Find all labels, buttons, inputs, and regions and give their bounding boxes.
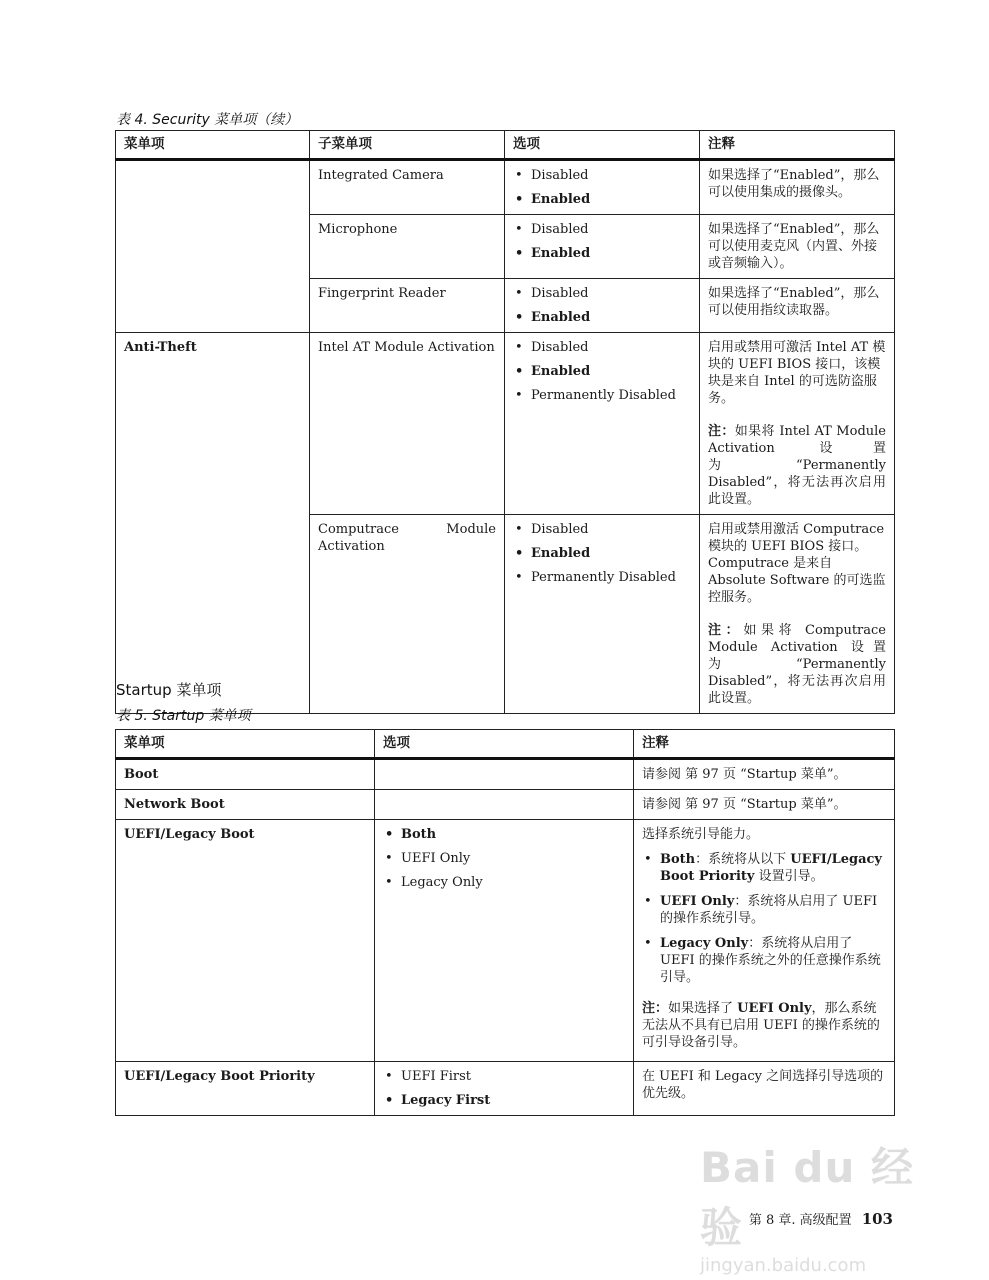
- note-post: ，那么系统无法从不具有已启用 UEFI 的操作系统的可引导设备引导。: [642, 1001, 880, 1050]
- submenu-cell: Fingerprint Reader: [310, 279, 505, 333]
- note-intro: 选择系统引导能力。: [642, 827, 760, 842]
- table5-caption: 表 5. Startup 菜单项: [116, 708, 251, 724]
- header-submenu: 子菜单项: [310, 131, 505, 160]
- menu-cell-network-boot: Network Boot: [116, 790, 375, 820]
- note-label: 注：: [708, 623, 744, 638]
- list-tail: 设置引导。: [754, 869, 824, 884]
- options-cell: [505, 333, 700, 515]
- list-item: [642, 851, 886, 885]
- note-cell: 如果选择了“Enabled”，那么可以使用麦克风（内置、外接或音频输入）。: [700, 215, 895, 279]
- submenu-cell: Intel AT Module Activation: [310, 333, 505, 515]
- header-menu: 菜单项: [116, 730, 375, 759]
- list-item: [642, 893, 886, 927]
- note-warning-text: 如果将 Intel AT Module Activation 设置为“Permanently Disabled”，将无法再次启用此设置。: [708, 424, 886, 507]
- options-cell-empty: [375, 790, 634, 820]
- table4-caption: 表 4. Security 菜单项（续）: [116, 112, 299, 128]
- option-item: • Both: [383, 826, 625, 843]
- submenu-cell: Microphone: [310, 215, 505, 279]
- list-text: ：系统将从以下: [695, 852, 791, 867]
- note-warning: [708, 622, 886, 707]
- note-description: 启用或禁用激活 Computrace 模块的 UEFI BIOS 接口。Computrace 是来自 Absolute Software 的可选监控服务。: [708, 522, 886, 605]
- option-item: • Enabled: [513, 191, 691, 208]
- options-cell: [375, 820, 634, 1062]
- option-item: • UEFI Only: [383, 850, 625, 867]
- startup-table: [115, 729, 895, 1116]
- option-item: • Enabled: [513, 545, 691, 562]
- options-cell: [505, 160, 700, 215]
- table-row: [116, 820, 895, 1062]
- options-cell: [505, 279, 700, 333]
- header-notes: 注释: [634, 730, 895, 759]
- header-menu: 菜单项: [116, 131, 310, 160]
- list-term: UEFI Only: [660, 894, 735, 909]
- option-item: • Enabled: [513, 363, 691, 380]
- submenu-cell: Integrated Camera: [310, 160, 505, 215]
- note-warning: [708, 423, 886, 508]
- options-cell-empty: [375, 759, 634, 790]
- list-text: ：系统将从启用了 UEFI 的操作系统引导。: [660, 894, 878, 926]
- baidu-watermark: [700, 1135, 940, 1276]
- submenu-cell: Computrace Module Activation: [310, 515, 505, 714]
- menu-cell-uefi-legacy-boot: UEFI/Legacy Boot: [116, 820, 375, 1062]
- page-footer: [749, 1209, 893, 1228]
- note-label: 注：: [642, 1001, 669, 1016]
- startup-section-heading: Startup 菜单项: [116, 681, 222, 699]
- option-item: • UEFI First: [383, 1068, 625, 1085]
- note-cell: 请参阅 第 97 页 “Startup 菜单”。: [634, 759, 895, 790]
- table-row: [116, 333, 895, 515]
- option-item: • Disabled: [513, 221, 691, 238]
- note-cell: 在 UEFI 和 Legacy 之间选择引导选项的优先级。: [634, 1062, 895, 1116]
- option-item: • Disabled: [513, 339, 691, 356]
- note-cell: [634, 820, 895, 1062]
- menu-cell-empty: [116, 160, 310, 333]
- table-row: [116, 759, 895, 790]
- option-item: • Legacy First: [383, 1092, 625, 1109]
- note-cell: 如果选择了“Enabled”，那么可以使用集成的摄像头。: [700, 160, 895, 215]
- table-row: [116, 160, 895, 215]
- option-item: • Enabled: [513, 245, 691, 262]
- list-text: ：系统将从启用了 UEFI 的操作系统之外的任意操作系统引导。: [660, 936, 881, 985]
- security-table: [115, 130, 895, 714]
- note-cell: [700, 333, 895, 515]
- header-options: 选项: [375, 730, 634, 759]
- table-header-row: [116, 730, 895, 759]
- list-term: Both: [660, 852, 696, 867]
- menu-cell-boot-priority: UEFI/Legacy Boot Priority: [116, 1062, 375, 1116]
- chapter-title: 第 8 章. 高级配置: [748, 1213, 852, 1228]
- option-item: • Disabled: [513, 167, 691, 184]
- menu-cell-anti-theft: Anti-Theft: [116, 333, 310, 714]
- table-row: [116, 790, 895, 820]
- option-item: • Permanently Disabled: [513, 387, 691, 404]
- page-number: 103: [861, 1210, 893, 1228]
- options-cell: [375, 1062, 634, 1116]
- option-item: • Enabled: [513, 309, 691, 326]
- option-item: • Legacy Only: [383, 874, 625, 891]
- option-item: • Disabled: [513, 285, 691, 302]
- header-options: 选项: [505, 131, 700, 160]
- options-cell: [505, 515, 700, 714]
- menu-cell-boot: Boot: [116, 759, 375, 790]
- note-cell: 请参阅 第 97 页 “Startup 菜单”。: [634, 790, 895, 820]
- options-cell: [505, 215, 700, 279]
- note-warning-text: 如果将 Computrace Module Activation 设置为“Permanently Disabled”，将无法再次启用此设置。: [708, 623, 886, 706]
- option-item: • Permanently Disabled: [513, 569, 691, 586]
- note-description: 启用或禁用可激活 Intel AT 模块的 UEFI BIOS 接口，该模块是来自 Intel 的可选防盗服务。: [708, 340, 886, 406]
- note-warning: [642, 1000, 886, 1051]
- header-notes: 注释: [700, 131, 895, 160]
- list-strong: UEFI/Legacy Boot Priority: [660, 852, 882, 884]
- table-header-row: [116, 131, 895, 160]
- option-item: • Disabled: [513, 521, 691, 538]
- watermark-logo-text: Bai du 经验: [700, 1143, 914, 1252]
- note-cell: 如果选择了“Enabled”，那么可以使用指纹读取器。: [700, 279, 895, 333]
- note-pre: 如果选择了: [668, 1001, 738, 1016]
- table-row: [116, 1062, 895, 1116]
- note-strong: UEFI Only: [737, 1001, 812, 1016]
- note-cell: [700, 515, 895, 714]
- list-item: [642, 935, 886, 986]
- watermark-url: jingyan.baidu.com: [700, 1255, 867, 1276]
- note-label: 注：: [708, 424, 735, 439]
- list-term: Legacy Only: [660, 936, 749, 951]
